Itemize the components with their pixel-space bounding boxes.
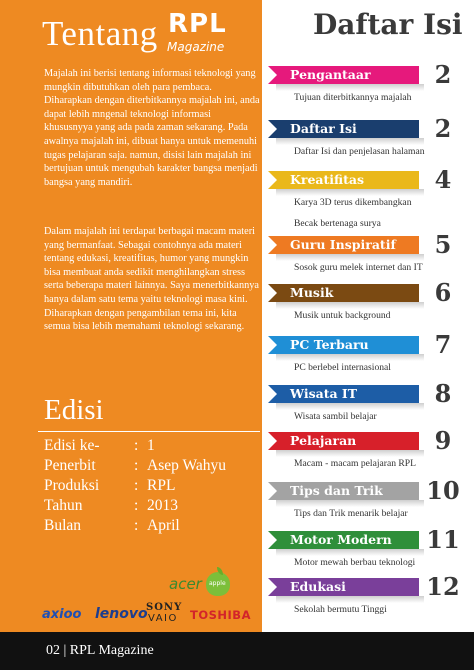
- edisi-key: Tahun: [44, 497, 83, 514]
- toc-item-label: Motor Modern: [290, 532, 392, 547]
- toc-item-tips-dan-trik[interactable]: [268, 476, 468, 528]
- toc-item-guru-inspiratif[interactable]: [268, 230, 468, 282]
- toc-item-page: 11: [426, 525, 460, 554]
- toc-item-shadow: [276, 549, 424, 556]
- masthead: [0, 0, 262, 62]
- toc-item-shadow: [276, 403, 424, 410]
- edisi-row: [44, 517, 260, 537]
- intro-paragraph-2: Dalam majalah ini terdapat berbagai macam materi yang bermanfaat. Sebagai contohnya ada materi tentang edukasi, kreatifitas, humor yang mungkin bisa membuat anda sedikit menghilangkan stress serta beberapa materi lainnya. Saya menerbitkannya hanya dalam satu tema yaitu teknologi masa kini. Diharapkan dengan pengambilan tema ini, kita semua bisa lebih memahami teknologi sekarang.: [44, 226, 259, 333]
- toc-item-page: 9: [434, 426, 452, 455]
- toc-item-desc: Macam - macam pelajaran RPL: [294, 458, 417, 469]
- toc-item-motor-modern[interactable]: [268, 525, 468, 577]
- toc-item-shadow: [276, 84, 424, 91]
- toc-item-desc: Karya 3D terus dikembangkan: [294, 197, 412, 208]
- toc-item-page: 7: [434, 330, 452, 359]
- toc-item-kreatifitas[interactable]: [268, 165, 468, 229]
- page-footer: [0, 632, 474, 670]
- edisi-separator: :: [134, 457, 139, 474]
- toc-item-page: 2: [434, 60, 452, 89]
- edisi-value: RPL: [147, 477, 176, 494]
- edisi-key: Produksi: [44, 477, 100, 494]
- toc-item-label: Edukasi: [290, 579, 346, 594]
- toc-item-label: Kreatifitas: [290, 172, 365, 187]
- toc-item-shadow: [276, 596, 424, 603]
- toc-item-label: Tips dan Trik: [290, 483, 383, 498]
- toc-item-desc: PC berlebel internasional: [294, 362, 391, 373]
- apple-logo: [206, 572, 230, 596]
- toc-item-daftar-isi[interactable]: [268, 114, 468, 166]
- toc-item-page: 8: [434, 379, 452, 408]
- masthead-title: Tentang: [42, 14, 158, 53]
- toc-item-shadow: [276, 138, 424, 145]
- edisi-key: Edisi ke-: [44, 437, 100, 454]
- toc-item-shadow: [276, 500, 424, 507]
- toc-item-label: Guru Inspiratif: [290, 237, 396, 252]
- apple-logo-text: apple: [209, 580, 226, 587]
- edisi-key: Penerbit: [44, 457, 96, 474]
- toc-item-label: Daftar Isi: [290, 121, 357, 136]
- apple-leaf-icon: [217, 567, 223, 575]
- edisi-separator: :: [134, 497, 139, 514]
- toc-item-label: Wisata IT: [290, 386, 358, 401]
- toc-item-label: Musik: [290, 285, 334, 300]
- toc-item-desc: Musik untuk background: [294, 310, 391, 321]
- toc-item-page: 12: [426, 572, 460, 601]
- toc-item-shadow: [276, 450, 424, 457]
- edisi-value: 2013: [147, 497, 178, 514]
- toc-item-shadow: [276, 254, 424, 261]
- toc-item-page: 4: [434, 165, 452, 194]
- vaio-logo: VAIO: [148, 613, 178, 624]
- edisi-key: Bulan: [44, 517, 82, 534]
- toc-item-pc-terbaru[interactable]: [268, 330, 468, 382]
- toc-item-desc-secondary: Becak bertenaga surya: [294, 218, 381, 229]
- footer-page-label: 02 | RPL Magazine: [46, 643, 154, 658]
- toc-item-shadow: [276, 302, 424, 309]
- edisi-divider: [38, 431, 260, 432]
- toc-item-edukasi[interactable]: [268, 572, 468, 624]
- toc-heading: Daftar Isi: [313, 8, 463, 41]
- toc-item-desc: Wisata sambil belajar: [294, 411, 377, 422]
- toc-item-page: 2: [434, 114, 452, 143]
- toc-item-shadow: [276, 189, 424, 196]
- edisi-separator: :: [134, 437, 139, 454]
- toshiba-logo: TOSHIBA: [190, 608, 251, 622]
- toc-item-wisata-it[interactable]: [268, 379, 468, 431]
- toc-item-pengantaar[interactable]: [268, 60, 468, 112]
- acer-logo: acer: [169, 575, 202, 593]
- toc-item-pelajaran[interactable]: [268, 426, 468, 478]
- edisi-separator: :: [134, 517, 139, 534]
- toc-item-desc: Tips dan Trik menarik belajar: [294, 508, 408, 519]
- sony-logo: SONY: [146, 602, 183, 613]
- toc-item-shadow: [276, 354, 424, 361]
- toc-item-musik[interactable]: [268, 278, 468, 330]
- edisi-value: 1: [147, 437, 155, 454]
- edisi-value: Asep Wahyu: [147, 457, 226, 474]
- toc-item-desc: Daftar Isi dan penjelasan halaman: [294, 146, 425, 157]
- toc-item-label: PC Terbaru: [290, 337, 369, 352]
- toc-item-page: 6: [434, 278, 452, 307]
- toc-item-desc: Tujuan diterbitkannya majalah: [294, 92, 412, 103]
- masthead-logo-rpl: RPL: [168, 9, 227, 39]
- toc-item-desc: Sekolah bermutu Tinggi: [294, 604, 387, 615]
- toc-item-label: Pelajaran: [290, 433, 357, 448]
- edisi-value: April: [147, 517, 180, 534]
- edisi-row: [44, 457, 260, 477]
- edisi-row: [44, 497, 260, 517]
- toc-item-desc: Sosok guru melek internet dan IT: [294, 262, 423, 273]
- intro-paragraph-1: Majalah ini berisi tentang informasi teknologi yang mungkin dibutuhkan oleh para pembaca. Diharapkan dengan diterbitkannya majalah ini, anda dapat lebih mngenal teknologi informasi khususnyya yang ada pada zaman sekarang. Pada awalnya majalah ini, dibuat hanya untuk memenuhi tugas pelajaran saja. namun, disisi lain majalah ini bertujuan untuk mengubah karakter bangsa menjadi bangsa yang mandiri.: [44, 68, 260, 188]
- toc-item-page: 10: [426, 476, 460, 505]
- masthead-logo-magazine: Magazine: [167, 40, 225, 54]
- lenovo-logo: lenovo: [95, 606, 148, 622]
- edisi-separator: :: [134, 477, 139, 494]
- toc-item-label: Pengantaar: [290, 67, 371, 82]
- edisi-heading: Edisi: [44, 394, 104, 426]
- edisi-row: [44, 477, 260, 497]
- toc-item-page: 5: [434, 230, 452, 259]
- edisi-row: [44, 437, 260, 457]
- toc-item-desc: Motor mewah berbau teknologi: [294, 557, 416, 568]
- axioo-logo: axioo: [42, 607, 82, 622]
